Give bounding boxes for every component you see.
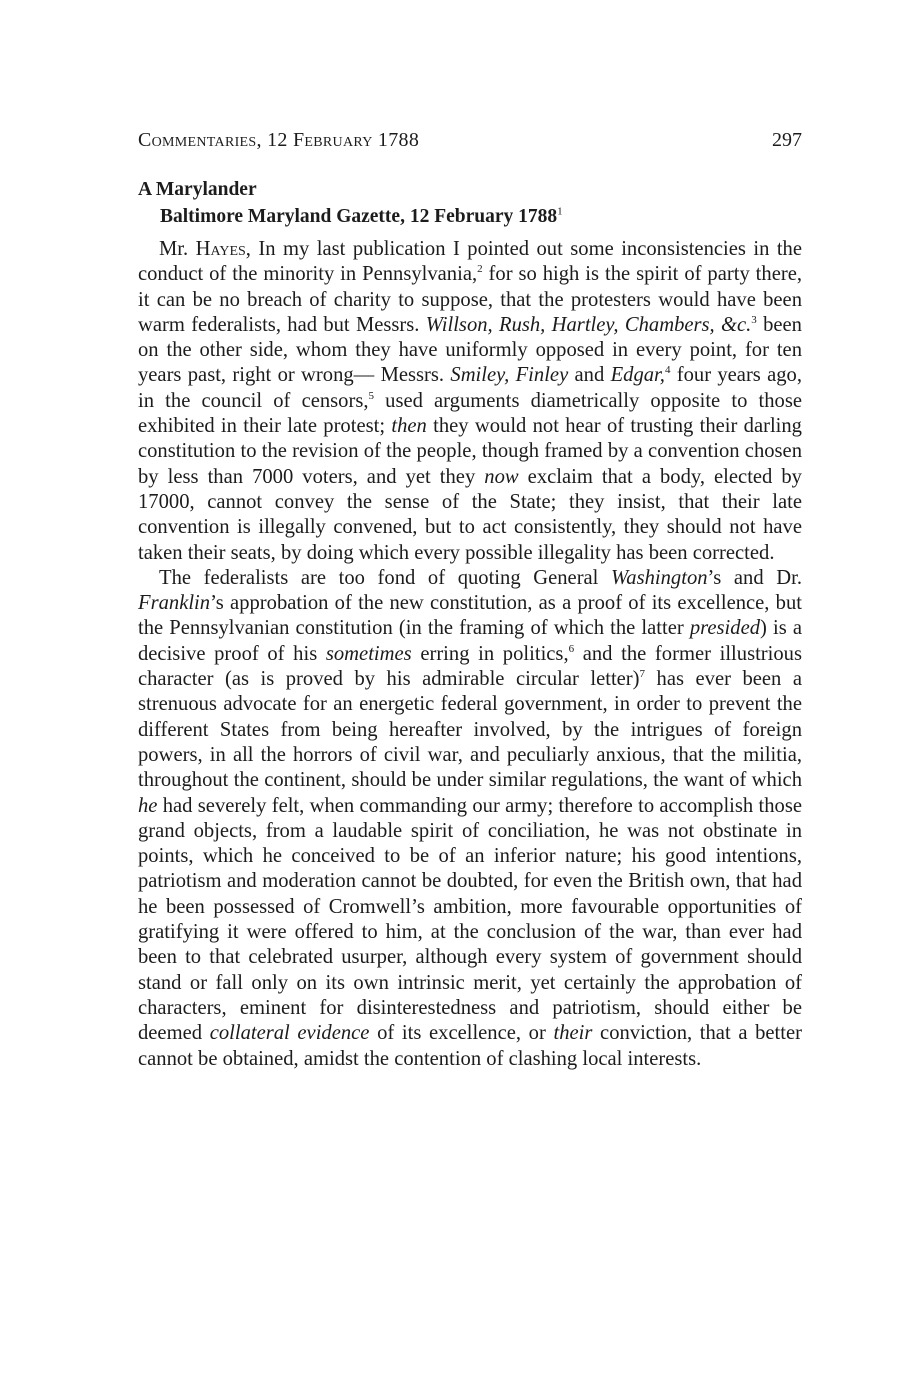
italic-text: Willson, Rush, Hartley, Chambers, &c. — [425, 313, 752, 336]
small-caps-text: Hayes — [195, 238, 246, 260]
text-segment: , In my last publication I pointed out some inconsistencies in the conduct of the minority in Pennsylvania, — [138, 238, 802, 286]
italic-text: Washington — [611, 566, 708, 589]
page-number: 297 — [772, 129, 802, 151]
text-segment: ’s approbation of the new constitution, as a proof of its excellence, but the Pennsylvanian constitution (in the framing of which the latter — [138, 592, 802, 640]
footnote-marker: 6 — [568, 642, 575, 655]
footnote-marker: 2 — [477, 263, 483, 276]
text-segment: ) is a decisive proof of his — [138, 617, 802, 665]
italic-text: Smiley, Finley — [450, 364, 569, 387]
text-segment: Mr. — [159, 238, 196, 260]
document-page — [138, 126, 802, 1072]
article-body — [138, 237, 802, 1072]
footnote-marker: 4 — [664, 364, 671, 377]
italic-text: he — [138, 794, 158, 817]
text-segment: of its excellence, or — [369, 1022, 554, 1045]
text-segment: erring in politics, — [411, 642, 569, 665]
body-paragraph-1 — [138, 237, 802, 566]
text-segment: and the former illustrious character (as is proved by his admirable circular letter) — [138, 642, 802, 691]
text-segment: they would not hear of trusting their darling constitution to the revision of the people, though framed by a convention chosen by less than 7000 voters, and yet they — [138, 415, 802, 488]
italic-text: sometimes — [325, 642, 412, 665]
text-segment: been on the other side, whom they have uniformly opposed in every point, for ten years past, right or wrong— Messrs. — [138, 313, 802, 387]
footnote-marker: 7 — [639, 668, 646, 681]
article-source: Baltimore Maryland Gazette, 12 February 1788 — [160, 206, 558, 227]
italic-text: collateral evidence — [209, 1022, 370, 1045]
body-paragraph-2 — [138, 566, 802, 1072]
text-segment: exclaim that a body, elected by 17000, cannot convey the sense of the State; they insist, that their late convention is illegally convened, but to act consistently, they should not have taken their seats, by doing which every possible illegality has been corrected. — [138, 465, 802, 564]
text-segment: has ever been a strenuous advocate for an energetic federal government, in order to prevent the different States from being hereafter involved, by the intrigues of foreign powers, in all the horrors of civil war, and peculiarly anxious, that the militia, throughout the continent, should be under similar regulations, the want of which — [138, 668, 803, 792]
article-heading — [138, 176, 802, 230]
source-footnote-marker: 1 — [557, 205, 563, 218]
italic-text: then — [391, 415, 427, 438]
italic-text: now — [484, 465, 519, 488]
text-segment: for so high is the spirit of party there, it can be no breach of charity to suppose, that the protesters would have been warm federalists, had but Messrs. — [138, 263, 802, 336]
running-head-title: Commentaries, 12 February 1788 — [138, 129, 420, 151]
italic-text: presided — [689, 617, 761, 640]
text-segment: four years ago, in the council of censors, — [138, 364, 803, 412]
text-segment: used arguments diametrically opposite to those exhibited in their late protest; — [138, 389, 802, 438]
footnote-marker: 3 — [751, 314, 757, 327]
article-source-line — [138, 203, 802, 230]
italic-text: their — [553, 1022, 593, 1045]
text-segment: and — [568, 364, 611, 387]
italic-text: Edgar, — [610, 364, 665, 387]
text-segment: conviction, that a better cannot be obtained, amidst the contention of clashing local interests. — [138, 1022, 802, 1070]
text-segment: had severely felt, when commanding our army; therefore to accomplish those grand objects, from a laudable spirit of conciliation, he was not obstinate in points, which he conceived to be of an inferior nature; his good intentions, patriotism and moderation cannot be doubted, for even the British own, that had he been possessed of Cromwell’s ambition, more favourable opportunities of gratifying it were offered to him, at the conclusion of the war, than ever had been to that celebrated usurper, although every system of government should stand or fall only on its own intrinsic merit, yet certainly the approbation of characters, eminent for disinterestedness and patriotism, should either be deemed — [138, 794, 802, 1045]
running-head — [138, 126, 802, 154]
footnote-marker: 5 — [368, 389, 374, 402]
italic-text: Franklin — [138, 592, 211, 615]
article-author: A Marylander — [138, 179, 257, 200]
text-segment: ’s and Dr. — [707, 566, 802, 589]
text-segment: The federalists are too fond of quoting General — [159, 566, 612, 589]
